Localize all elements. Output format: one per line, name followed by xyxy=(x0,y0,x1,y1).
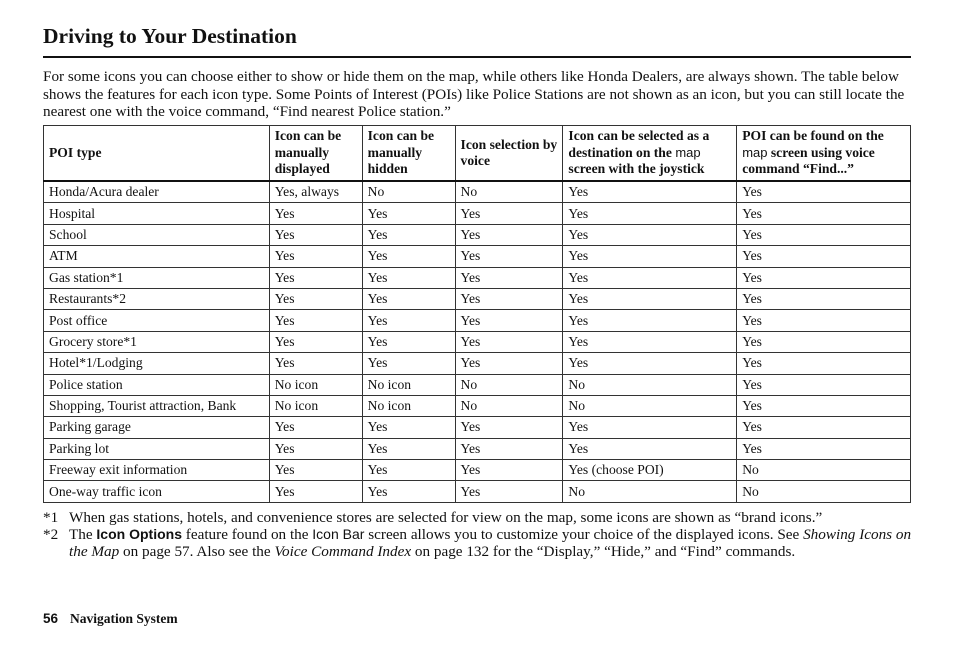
cell-manual-display: Yes xyxy=(269,203,362,224)
page-number: 56 xyxy=(43,611,59,626)
cell-joystick-select: Yes xyxy=(563,353,737,374)
cell-voice-find: Yes xyxy=(737,224,911,245)
footnote-2 xyxy=(43,526,913,560)
poi-table xyxy=(43,125,911,503)
table-row xyxy=(44,395,911,416)
header-manual-display: Icon can be manually displayed xyxy=(269,126,362,182)
cell-joystick-select: Yes xyxy=(563,181,737,203)
cell-voice-select: No xyxy=(455,181,563,203)
section-name: Navigation System xyxy=(70,611,178,626)
cell-manual-display: Yes xyxy=(269,460,362,481)
cell-voice-select: Yes xyxy=(455,353,563,374)
cell-manual-display: Yes xyxy=(269,481,362,502)
title-divider xyxy=(43,56,911,58)
cell-manual-display: Yes xyxy=(269,331,362,352)
cell-poi-type: Hospital xyxy=(44,203,270,224)
cell-voice-select: Yes xyxy=(455,438,563,459)
table-row xyxy=(44,310,911,331)
cell-voice-find: Yes xyxy=(737,395,911,416)
cell-manual-hidden: Yes xyxy=(362,481,455,502)
cell-voice-find: Yes xyxy=(737,288,911,309)
cell-manual-hidden: Yes xyxy=(362,288,455,309)
cell-voice-select: Yes xyxy=(455,460,563,481)
intro-paragraph: For some icons you can choose either to show or hide them on the map, while others like Honda Dealers, are always shown. The table below shows the features for each icon type. Some Points of Interest (POIs) like Police Stations are not shown as an icon, but you can still locate the nearest one with the voice command, “Find nearest Police station.” xyxy=(43,68,905,120)
cell-poi-type: ATM xyxy=(44,246,270,267)
cell-poi-type: Post office xyxy=(44,310,270,331)
page-title: Driving to Your Destination xyxy=(43,24,297,48)
cell-poi-type: Gas station*1 xyxy=(44,267,270,288)
cell-voice-find: Yes xyxy=(737,331,911,352)
table-row xyxy=(44,331,911,352)
page-footer xyxy=(43,611,178,627)
cell-poi-type: Parking lot xyxy=(44,438,270,459)
footnote-marker: *1 xyxy=(43,509,59,526)
cell-manual-display: Yes xyxy=(269,417,362,438)
table-row xyxy=(44,417,911,438)
cell-voice-find: Yes xyxy=(737,267,911,288)
cell-joystick-select: No xyxy=(563,481,737,502)
table-row xyxy=(44,460,911,481)
cell-manual-hidden: Yes xyxy=(362,438,455,459)
cell-poi-type: Restaurants*2 xyxy=(44,288,270,309)
cell-manual-display: Yes, always xyxy=(269,181,362,203)
cell-manual-display: Yes xyxy=(269,353,362,374)
footnote-1 xyxy=(43,509,913,526)
cell-joystick-select: Yes xyxy=(563,246,737,267)
cell-joystick-select: No xyxy=(563,395,737,416)
header-manual-hidden: Icon can be manually hidden xyxy=(362,126,455,182)
poi-table-body xyxy=(44,181,911,502)
header-poi-type: POI type xyxy=(44,126,270,182)
table-row xyxy=(44,438,911,459)
cell-voice-select: Yes xyxy=(455,481,563,502)
cell-manual-display: Yes xyxy=(269,438,362,459)
table-row xyxy=(44,267,911,288)
cell-manual-hidden: Yes xyxy=(362,417,455,438)
cell-voice-find: Yes xyxy=(737,203,911,224)
cell-manual-hidden: Yes xyxy=(362,460,455,481)
cell-poi-type: Shopping, Tourist attraction, Bank xyxy=(44,395,270,416)
cell-manual-hidden: No xyxy=(362,181,455,203)
table-header-row xyxy=(44,126,911,182)
cell-manual-display: No icon xyxy=(269,374,362,395)
cell-voice-find: Yes xyxy=(737,438,911,459)
cell-joystick-select: Yes xyxy=(563,438,737,459)
cell-voice-select: Yes xyxy=(455,417,563,438)
table-row xyxy=(44,181,911,203)
cell-joystick-select: Yes (choose POI) xyxy=(563,460,737,481)
cell-manual-display: No icon xyxy=(269,395,362,416)
cell-voice-select: No xyxy=(455,395,563,416)
cell-voice-select: Yes xyxy=(455,288,563,309)
cell-manual-hidden: Yes xyxy=(362,310,455,331)
table-row xyxy=(44,481,911,502)
cell-joystick-select: Yes xyxy=(563,288,737,309)
table-row xyxy=(44,246,911,267)
header-joystick-select: Icon can be selected as a destination on the map screen with the joystick xyxy=(563,126,737,182)
cell-voice-find: Yes xyxy=(737,353,911,374)
table-row xyxy=(44,353,911,374)
cell-manual-display: Yes xyxy=(269,267,362,288)
cell-manual-hidden: Yes xyxy=(362,246,455,267)
cell-voice-find: No xyxy=(737,481,911,502)
cell-manual-hidden: No icon xyxy=(362,395,455,416)
cell-poi-type: Grocery store*1 xyxy=(44,331,270,352)
icon-options-term: Icon Options xyxy=(96,526,182,543)
header-voice-find: POI can be found on the map screen using voice command “Find...” xyxy=(737,126,911,182)
cell-manual-display: Yes xyxy=(269,310,362,331)
cell-voice-select: Yes xyxy=(455,246,563,267)
cell-poi-type: Honda/Acura dealer xyxy=(44,181,270,203)
cell-voice-select: Yes xyxy=(455,203,563,224)
table-row xyxy=(44,288,911,309)
cell-poi-type: Police station xyxy=(44,374,270,395)
icon-bar-term: Icon Bar xyxy=(312,526,365,543)
cell-voice-select: Yes xyxy=(455,267,563,288)
cell-voice-find: Yes xyxy=(737,246,911,267)
cross-reference: Voice Command Index xyxy=(274,543,412,561)
cell-voice-find: Yes xyxy=(737,181,911,203)
cell-manual-hidden: Yes xyxy=(362,203,455,224)
cell-joystick-select: Yes xyxy=(563,224,737,245)
cell-manual-hidden: Yes xyxy=(362,353,455,374)
footnotes xyxy=(43,509,913,561)
cell-poi-type: Hotel*1/Lodging xyxy=(44,353,270,374)
cell-voice-select: Yes xyxy=(455,310,563,331)
cell-joystick-select: Yes xyxy=(563,331,737,352)
cell-poi-type: Freeway exit information xyxy=(44,460,270,481)
cell-manual-display: Yes xyxy=(269,288,362,309)
cell-manual-hidden: Yes xyxy=(362,331,455,352)
cell-poi-type: Parking garage xyxy=(44,417,270,438)
cell-manual-hidden: No icon xyxy=(362,374,455,395)
cell-voice-select: Yes xyxy=(455,224,563,245)
cross-reference: Showing Icons on the Map xyxy=(69,526,912,561)
table-row xyxy=(44,374,911,395)
cell-poi-type: School xyxy=(44,224,270,245)
footnote-marker: *2 xyxy=(43,526,59,544)
cell-manual-hidden: Yes xyxy=(362,224,455,245)
table-row xyxy=(44,203,911,224)
cell-voice-find: Yes xyxy=(737,310,911,331)
cell-manual-display: Yes xyxy=(269,246,362,267)
cell-joystick-select: Yes xyxy=(563,417,737,438)
cell-manual-hidden: Yes xyxy=(362,267,455,288)
cell-voice-select: No xyxy=(455,374,563,395)
cell-voice-find: Yes xyxy=(737,417,911,438)
header-voice-select: Icon selection by voice xyxy=(455,126,563,182)
cell-voice-find: No xyxy=(737,460,911,481)
cell-joystick-select: Yes xyxy=(563,310,737,331)
cell-joystick-select: Yes xyxy=(563,203,737,224)
footnote-text: The Icon Options feature found on the Icon Bar screen allows you to customize your choice of the displayed icons. See Showing Icons on the Map on page 57. Also see the Voice Command Index on page 132 for the “Display,” “Hide,” and “Find” commands. xyxy=(69,526,912,561)
cell-voice-select: Yes xyxy=(455,331,563,352)
cell-voice-find: Yes xyxy=(737,374,911,395)
table-row xyxy=(44,224,911,245)
cell-joystick-select: No xyxy=(563,374,737,395)
cell-poi-type: One-way traffic icon xyxy=(44,481,270,502)
cell-manual-display: Yes xyxy=(269,224,362,245)
footnote-text: When gas stations, hotels, and convenience stores are selected for view on the map, some icons are shown as “brand icons.” xyxy=(69,509,823,526)
cell-joystick-select: Yes xyxy=(563,267,737,288)
